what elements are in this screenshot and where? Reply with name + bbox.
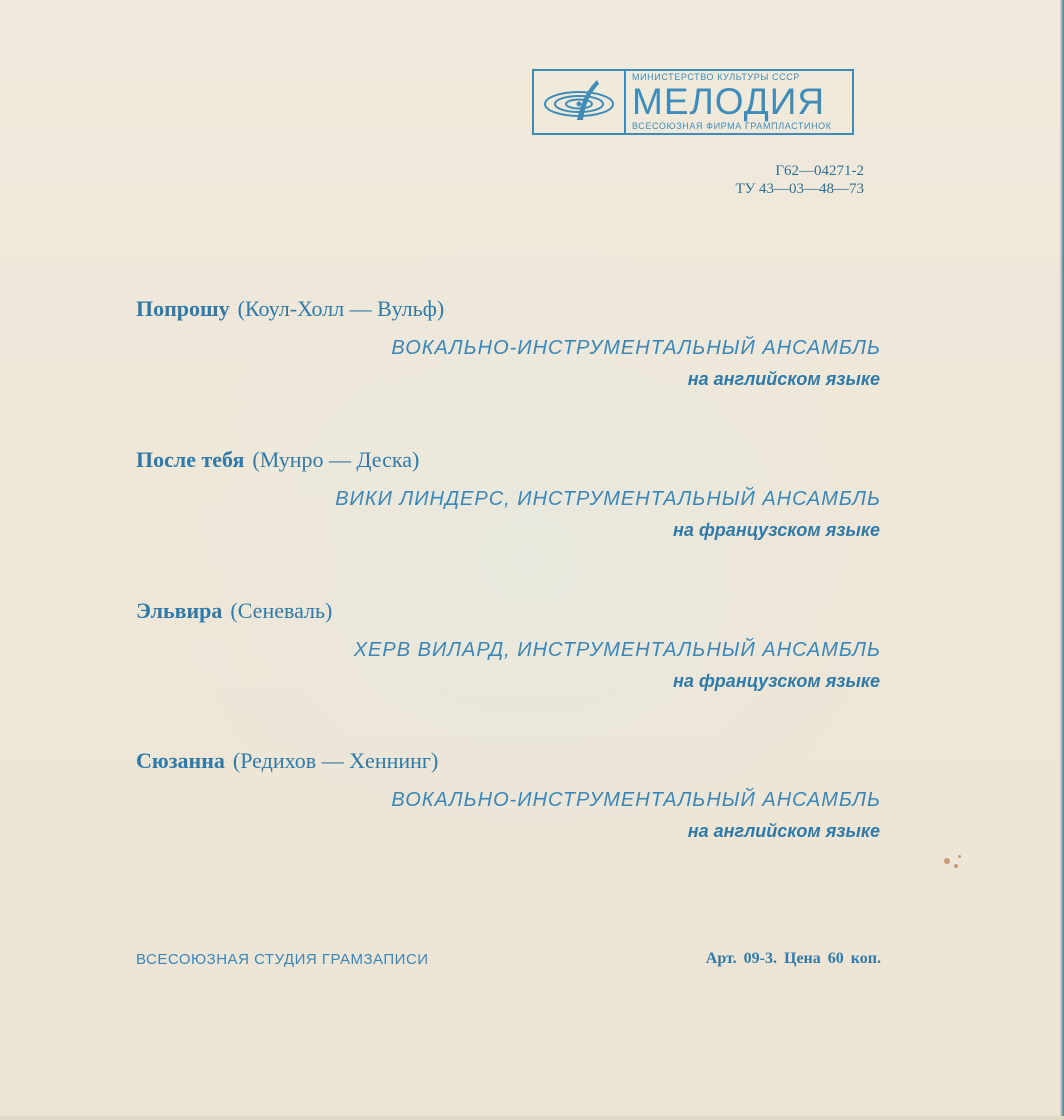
track-language: на французском языке: [673, 671, 880, 691]
track-title: Эльвира: [136, 598, 223, 623]
logo-brand: МЕЛОДИЯ: [632, 81, 826, 122]
sleeve-right-edge: [1060, 0, 1064, 1120]
track-authors: (Мунро — Деска): [252, 447, 420, 472]
studio-name: ВСЕСОЮЗНАЯ СТУДИЯ ГРАМЗАПИСИ: [136, 951, 429, 968]
track-heading: [136, 598, 332, 624]
track-title: Попрошу: [136, 296, 230, 321]
melodiya-logo: [532, 69, 854, 135]
track-authors: (Коул-Холл — Вульф): [237, 296, 445, 321]
logo-ministry: МИНИСТЕРСТВО КУЛЬТУРЫ СССР: [632, 72, 800, 82]
catalog-code: Г62—04271-2: [775, 163, 864, 179]
track-performer: ВОКАЛЬНО-ИНСТРУМЕНТАЛЬНЫЙ АНСАМБЛЬ: [391, 789, 881, 811]
track-performer: ВОКАЛЬНО-ИНСТРУМЕНТАЛЬНЫЙ АНСАМБЛЬ: [391, 337, 881, 359]
logo-text-block: [626, 71, 852, 133]
paper-stain: [954, 864, 958, 868]
track-heading: [136, 296, 444, 322]
price-info: Арт. 09-3. Цена 60 коп.: [705, 950, 881, 967]
track-authors: (Сеневаль): [230, 598, 333, 623]
track-heading: [136, 748, 438, 774]
track-title: Сюзанна: [136, 748, 225, 773]
track-language: на французском языке: [673, 520, 880, 540]
sleeve-bottom-edge: [0, 1116, 1064, 1120]
logo-firm: ВСЕСОЮЗНАЯ ФИРМА ГРАМПЛАСТИНОК: [632, 121, 832, 131]
melodiya-disc-icon: [534, 71, 626, 133]
track-performer: ХЕРВ ВИЛАРД, ИНСТРУМЕНТАЛЬНЫЙ АНСАМБЛЬ: [353, 639, 881, 661]
track-heading: [136, 447, 419, 473]
track-language: на английском языке: [687, 821, 880, 841]
standard-code: ТУ 43—03—48—73: [735, 181, 864, 197]
paper-stain: [958, 855, 961, 858]
paper-stain: [944, 858, 950, 864]
track-title: После тебя: [136, 447, 245, 472]
track-authors: (Редихов — Хеннинг): [232, 748, 439, 773]
catalog-codes: [735, 162, 864, 198]
track-language: на английском языке: [687, 369, 880, 389]
track-performer: ВИКИ ЛИНДЕРС, ИНСТРУМЕНТАЛЬНЫЙ АНСАМБЛЬ: [335, 488, 881, 510]
